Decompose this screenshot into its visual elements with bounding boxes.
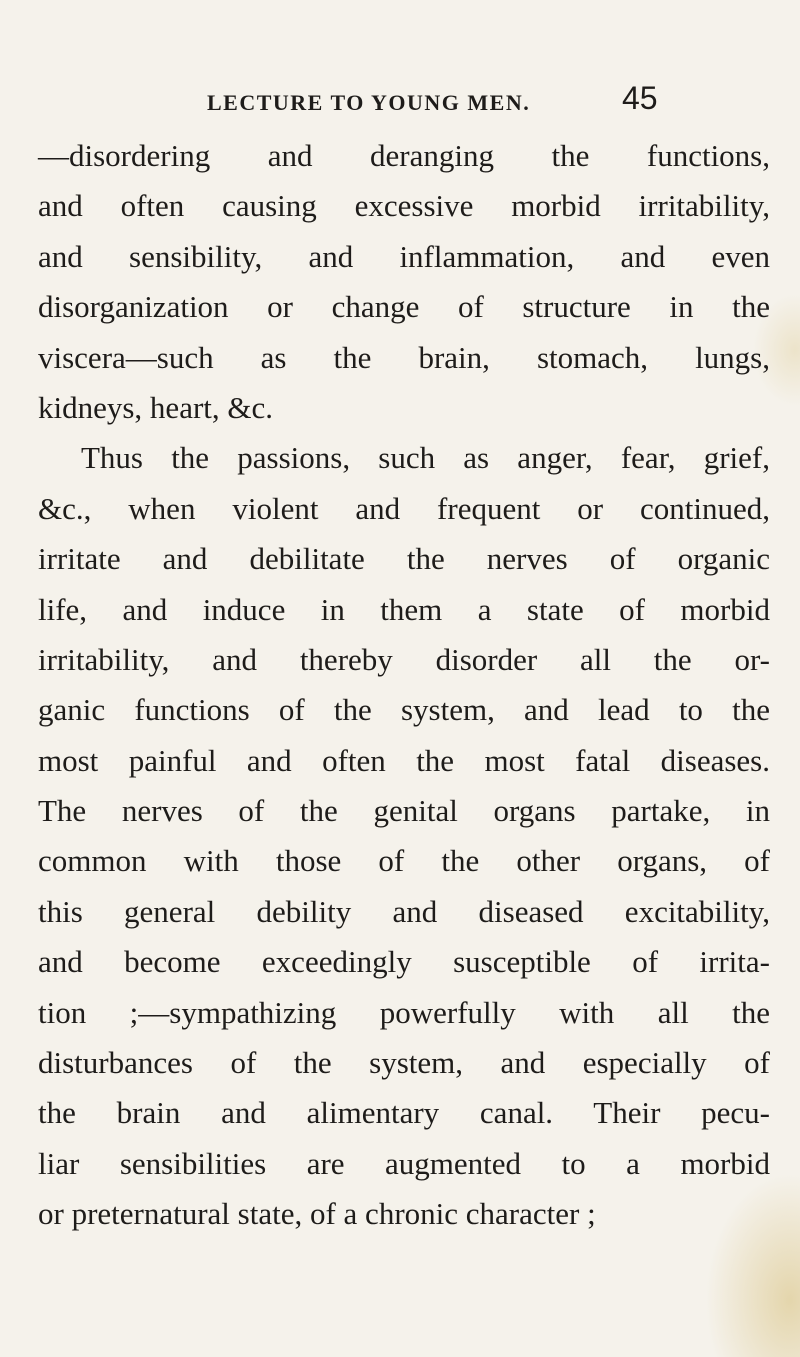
text-line: the brain and alimentary canal. Their pecu- [38,1095,770,1131]
text-line: most painful and often the most fatal diseases. [38,742,770,778]
page-number: 45 [622,80,658,116]
text-line: common with those of the other organs, of [38,843,770,879]
text-line: disturbances of the system, and especially of [38,1045,770,1081]
text-line: ganic functions of the system, and lead to the [38,692,770,728]
text-line: and sensibility, and inflammation, and even [38,238,770,274]
text-line: tion ;—sympathizing powerfully with all the [38,994,770,1030]
text-line: viscera—such as the brain, stomach, lungs, [38,339,770,375]
text-line: irritability, and thereby disorder all the or- [38,641,770,677]
running-head-title: LECTURE TO YOUNG MEN. [207,90,531,115]
text-line: life, and induce in them a state of morbid [38,591,770,627]
text-line: kidneys, heart, &c. [38,389,274,425]
text-line: Thus the passions, such as anger, fear, grief, [81,440,770,476]
text-line: or preternatural state, of a chronic character ; [38,1196,596,1232]
text-line: liar sensibilities are augmented to a morbid [38,1145,770,1181]
text-line: &c., when violent and frequent or continued, [38,490,770,526]
text-line: The nerves of the genital organs partake, in [38,793,770,829]
text-line: and often causing excessive morbid irritability, [38,188,770,224]
body-text [38,131,770,1240]
running-head [0,80,800,120]
text-line: irritate and debilitate the nerves of organic [38,541,770,577]
text-line: this general debility and diseased excitability, [38,893,770,929]
text-line: disorganization or change of structure in the [38,289,770,325]
text-line: —disordering and deranging the functions, [38,138,770,173]
text-line: and become exceedingly susceptible of irrita- [38,944,770,980]
